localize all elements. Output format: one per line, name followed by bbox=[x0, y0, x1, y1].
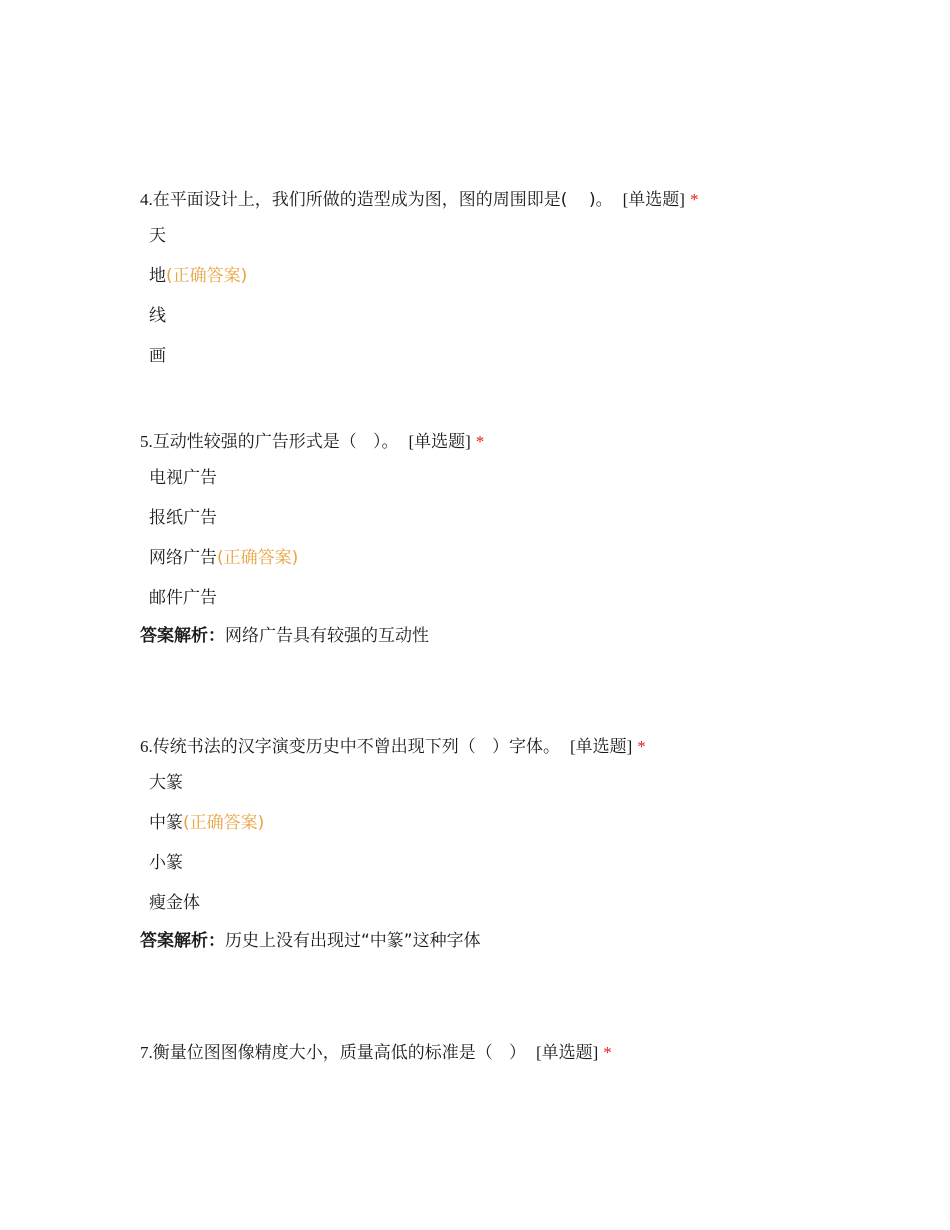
correct-answer-tag: (正确答案) bbox=[217, 548, 299, 568]
question-text: 衡量位图图像精度大小，质量高低的标准是（ ） bbox=[152, 1043, 526, 1063]
analysis-text: 网络广告具有较强的互动性 bbox=[225, 626, 429, 646]
question-5 bbox=[140, 431, 900, 647]
question-7 bbox=[140, 1042, 900, 1064]
question-text: 互动性较强的广告形式是（ ）。 bbox=[152, 432, 399, 452]
option-text: 小篆 bbox=[149, 853, 183, 873]
analysis-label: 答案解析： bbox=[140, 931, 225, 951]
option-item[interactable] bbox=[149, 587, 900, 609]
correct-answer-tag: (正确答案) bbox=[166, 266, 248, 286]
option-item[interactable] bbox=[149, 852, 900, 874]
question-title bbox=[140, 1042, 900, 1064]
correct-answer-tag: (正确答案) bbox=[183, 813, 265, 833]
question-number: 4. bbox=[140, 190, 153, 209]
answer-analysis bbox=[140, 930, 900, 952]
option-text: 画 bbox=[149, 346, 166, 366]
option-item[interactable] bbox=[149, 892, 900, 914]
required-asterisk: * bbox=[637, 737, 646, 756]
question-type-badge: [单选题] bbox=[408, 432, 471, 451]
answer-analysis bbox=[140, 625, 900, 647]
option-text: 天 bbox=[149, 226, 166, 246]
option-text: 邮件广告 bbox=[149, 588, 217, 608]
option-list bbox=[140, 772, 900, 914]
question-4 bbox=[140, 189, 900, 385]
option-text: 地 bbox=[149, 266, 166, 286]
option-text: 线 bbox=[149, 306, 166, 326]
question-text: 传统书法的汉字演变历史中不曾出现下列（ ）字体。 bbox=[152, 737, 560, 757]
option-text: 网络广告 bbox=[149, 548, 217, 568]
option-item[interactable] bbox=[149, 467, 900, 489]
option-item[interactable] bbox=[149, 507, 900, 529]
question-6 bbox=[140, 736, 900, 952]
option-text: 电视广告 bbox=[149, 468, 217, 488]
required-asterisk: * bbox=[475, 432, 485, 451]
question-title bbox=[140, 736, 900, 758]
option-item[interactable] bbox=[149, 772, 900, 794]
question-text: 在平面设计上，我们所做的造型成为图，图的周围即是( )。 bbox=[152, 190, 613, 210]
option-item[interactable] bbox=[149, 345, 900, 367]
option-text: 瘦金体 bbox=[149, 893, 200, 913]
option-text: 报纸广告 bbox=[149, 508, 217, 528]
option-item[interactable] bbox=[149, 547, 900, 569]
question-type-badge: [单选题] bbox=[569, 737, 633, 756]
option-text: 大篆 bbox=[149, 773, 183, 793]
analysis-label: 答案解析： bbox=[140, 626, 225, 646]
required-asterisk: * bbox=[689, 190, 699, 209]
question-number: 5. bbox=[140, 432, 153, 451]
analysis-text: 历史上没有出现过“中篆”这种字体 bbox=[225, 931, 481, 951]
option-item[interactable] bbox=[149, 225, 900, 247]
question-number: 6. bbox=[140, 737, 153, 756]
option-item[interactable] bbox=[149, 812, 900, 834]
question-title bbox=[140, 431, 900, 453]
question-number: 7. bbox=[140, 1043, 153, 1062]
option-item[interactable] bbox=[149, 265, 900, 287]
required-asterisk: * bbox=[603, 1043, 612, 1062]
question-type-badge: [单选题] bbox=[622, 190, 685, 209]
option-item[interactable] bbox=[149, 305, 900, 327]
option-text: 中篆 bbox=[149, 813, 183, 833]
option-list bbox=[140, 225, 900, 367]
option-list bbox=[140, 467, 900, 609]
question-title bbox=[140, 189, 900, 211]
question-type-badge: [单选题] bbox=[535, 1043, 599, 1062]
